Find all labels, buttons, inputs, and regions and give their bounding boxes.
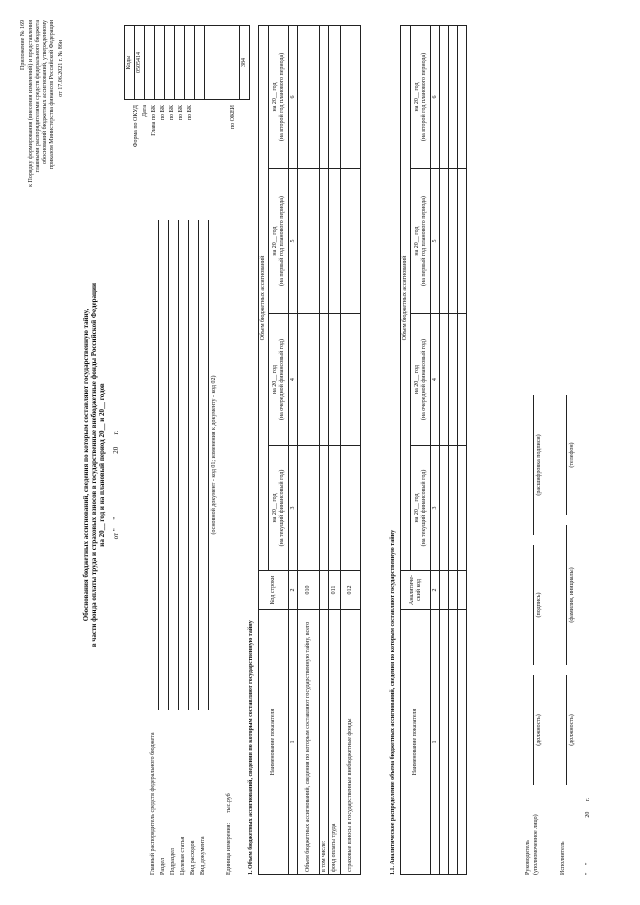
s11-num-5: 5 xyxy=(431,168,440,313)
s1-num-1: 1 xyxy=(289,610,298,875)
s11-year-4-label: на 20__ год xyxy=(413,82,420,112)
s1-col-code: Код строки xyxy=(259,571,289,610)
s1-num-3: 3 xyxy=(289,445,298,570)
s11-row-1-v2[interactable] xyxy=(440,314,449,446)
s11-year-1-label: на 20__ год xyxy=(413,493,420,523)
s11-num-4: 4 xyxy=(431,314,440,446)
s11-year-2-label: на 20__ год xyxy=(413,365,420,395)
field-label-doc: Вид документа xyxy=(200,836,206,875)
appendix-line-2: главными распорядителями средств федерального бюджета xyxy=(35,20,41,173)
s1-row-2-v2[interactable] xyxy=(320,314,329,446)
appendix-date: от 17.06.2021 г. № 86н xyxy=(58,40,64,97)
s1-num-5: 5 xyxy=(289,168,298,313)
s11-year-2-note: (на очередной финансовый год) xyxy=(420,339,427,421)
codes-label-okud: Форма по ОКУД xyxy=(133,105,139,148)
sig-line-decoding[interactable] xyxy=(533,395,534,535)
s11-num-3: 3 xyxy=(431,445,440,570)
code-date[interactable] xyxy=(145,26,155,100)
s11-col-name: Наименование показателя xyxy=(401,610,431,875)
s1-row-4-v2[interactable] xyxy=(341,314,361,446)
field-line-doc[interactable] xyxy=(208,220,209,710)
doc-hint: (основной документ - код 01; изменения к документу - код 02) xyxy=(211,375,217,535)
table-row xyxy=(341,26,361,875)
s11-row-1-v3[interactable] xyxy=(440,168,449,313)
appendix-line-3: обоснований бюджетных ассигнований, утвержденному xyxy=(42,20,48,164)
s1-year-4-label: на 20__ год xyxy=(271,82,278,112)
s1-year-1-label: на 20__ год xyxy=(271,493,278,523)
s11-row-2-v4[interactable] xyxy=(449,26,458,169)
section11-table xyxy=(400,25,467,875)
s1-num-4: 4 xyxy=(289,314,298,446)
code-glava[interactable] xyxy=(155,26,165,100)
sig-line-position[interactable] xyxy=(533,675,534,785)
s1-year-3-note: (на первый год планового периода) xyxy=(278,196,285,286)
s11-row-1-v4[interactable] xyxy=(440,26,449,169)
s11-num-2: 2 xyxy=(431,571,440,610)
s1-row-1-v2[interactable] xyxy=(298,314,320,446)
appendix-line-1: к Порядку формирования (внесения изменений) и представления xyxy=(28,20,34,187)
field-label-cs: Целевая статья xyxy=(180,836,186,875)
s11-row-3-name[interactable] xyxy=(458,610,467,875)
title-line-3: на 20__ год и на плановый период 20__ и 20__ годов xyxy=(98,383,106,547)
title-line-2: в части фонда оплаты труда и страховых взносов в государственные внебюджетные фонды Российской Федерации xyxy=(90,282,98,648)
s11-year-4-note: (на второй год планового периода) xyxy=(420,52,427,142)
unit-label: Единица измерения: xyxy=(226,822,232,875)
title-line-1: Обоснования бюджетных ассигнований, сведения по которым составляют государственную тайну, xyxy=(82,308,90,622)
s1-row-4-v3[interactable] xyxy=(341,168,361,313)
s11-row-2-v1[interactable] xyxy=(449,445,458,570)
s11-row-2-code[interactable] xyxy=(449,571,458,610)
field-label-vr: Вид расходов xyxy=(190,840,196,875)
s11-row-3-v2[interactable] xyxy=(458,314,467,446)
code-okei[interactable]: 384 xyxy=(240,26,250,100)
s1-row-4-v4[interactable] xyxy=(341,26,361,169)
s11-num-6: 6 xyxy=(431,26,440,169)
s1-row-2-v1[interactable] xyxy=(320,445,329,570)
codes-label-bk-3: по БК xyxy=(178,105,184,121)
s1-num-6: 6 xyxy=(289,26,298,169)
field-label-razdel: Раздел xyxy=(160,858,166,875)
s1-col-group: Объем бюджетных ассигнований xyxy=(259,26,269,571)
codes-label-bk-1: по БК xyxy=(160,105,166,121)
s11-row-3-v4[interactable] xyxy=(458,26,467,169)
s11-year-2 xyxy=(411,314,431,446)
field-line-podrazdel[interactable] xyxy=(178,220,179,710)
s1-row-1-name: Объем бюджетных ассигнований, сведения по которым составляют государственную тайну, всего xyxy=(298,610,320,875)
s1-year-3 xyxy=(269,168,289,313)
s1-year-2 xyxy=(269,314,289,446)
sig-date: " " 20 г. xyxy=(585,797,591,875)
s1-col-name: Наименование показателя xyxy=(259,610,289,875)
s11-year-4 xyxy=(411,26,431,169)
s1-row-3-code: 011 xyxy=(329,571,341,610)
s11-year-3-label: на 20__ год xyxy=(413,226,420,256)
s1-row-1-code: 010 xyxy=(298,571,320,610)
sig-phone-hint: (телефон) xyxy=(569,442,575,468)
s11-year-3 xyxy=(411,168,431,313)
s1-year-4 xyxy=(269,26,289,169)
codes-label-date: Дата xyxy=(142,105,148,117)
sig-position-2-hint: (должность) xyxy=(569,714,575,746)
s11-year-1-note: (на текущий финансовый год) xyxy=(420,469,427,547)
codes-label-okei: по ОКЕИ xyxy=(230,105,236,130)
sig-position-hint: (должность) xyxy=(536,714,542,746)
codes-label-glava: Глава по БК xyxy=(151,105,157,136)
s1-year-3-label: на 20__ год xyxy=(271,226,278,256)
table-row xyxy=(458,26,467,875)
sig-line-fio[interactable] xyxy=(566,525,567,665)
codes-label-bk-2: по БК xyxy=(169,105,175,121)
sig-line-signature[interactable] xyxy=(533,545,534,665)
s1-row-1-v4[interactable] xyxy=(298,26,320,169)
code-bk-1[interactable] xyxy=(165,26,175,100)
s1-year-4-note: (на второй год планового периода) xyxy=(278,52,285,142)
field-line-grbs[interactable] xyxy=(158,220,159,710)
s1-row-1-v3[interactable] xyxy=(298,168,320,313)
appendix-number: Приложение № 169 xyxy=(20,20,26,70)
s11-row-1-v1[interactable] xyxy=(440,445,449,570)
field-line-cs[interactable] xyxy=(188,220,189,710)
sig-decoding-hint: (расшифровка подписи) xyxy=(536,434,542,496)
s1-row-4-v1[interactable] xyxy=(341,445,361,570)
s1-row-2-v4[interactable] xyxy=(320,26,329,169)
s11-row-1-code[interactable] xyxy=(440,571,449,610)
s11-num-1: 1 xyxy=(431,610,440,875)
code-spacer xyxy=(205,26,240,100)
s1-row-2-code xyxy=(320,571,329,610)
table-row xyxy=(449,26,458,875)
section1-table xyxy=(258,25,361,875)
s1-year-2-label: на 20__ год xyxy=(271,365,278,395)
table-row xyxy=(440,26,449,875)
s1-row-2-name: в том числе: xyxy=(320,610,329,875)
s11-col-code: Аналитиче-ский код xyxy=(401,571,431,610)
codes-table xyxy=(124,25,250,100)
appendix-line-4: приказом Министерства финансов Российской Федерации xyxy=(49,20,55,170)
unit-value: тыс.руб xyxy=(226,793,232,813)
s1-num-2: 2 xyxy=(289,571,298,610)
s1-row-4-name: страховые взносы в государственные внебюджетные фонды xyxy=(341,610,361,875)
code-okud[interactable]: 0505414 xyxy=(135,26,145,100)
sig-signature-hint: (подпись) xyxy=(536,592,542,618)
s11-row-2-name[interactable] xyxy=(449,610,458,875)
s11-row-2-v2[interactable] xyxy=(449,314,458,446)
code-bk-3[interactable] xyxy=(185,26,195,100)
code-bk-4[interactable] xyxy=(195,26,205,100)
title-date: от " " 20 г. xyxy=(112,430,120,540)
s1-row-3-name: фонд оплаты труда xyxy=(329,610,341,875)
s1-row-3-v4[interactable] xyxy=(329,26,341,169)
s1-row-4-code: 012 xyxy=(341,571,361,610)
s11-row-3-v1[interactable] xyxy=(458,445,467,570)
sig-line-phone[interactable] xyxy=(566,395,567,515)
s1-row-1-v1[interactable] xyxy=(298,445,320,570)
s1-row-3-v3[interactable] xyxy=(329,168,341,313)
field-label-grbs: Главный распорядитель средств федерального бюджета xyxy=(150,732,156,875)
table-row xyxy=(329,26,341,875)
s11-row-1-name[interactable] xyxy=(440,610,449,875)
sig-executor-label: Исполнитель xyxy=(560,841,566,875)
field-line-vr[interactable] xyxy=(198,220,199,710)
sig-head-label: Руководитель xyxy=(525,840,531,875)
s1-row-3-v2[interactable] xyxy=(329,314,341,446)
sig-line-position-2[interactable] xyxy=(566,675,567,785)
s11-col-group: Объем бюджетных ассигнований xyxy=(401,26,411,571)
section1-title: 1. Объем бюджетных ассигнований, сведения по которым составляют государственную тайну xyxy=(248,620,254,875)
s1-year-1-note: (на текущий финансовый год) xyxy=(278,469,285,547)
sig-fio-hint: (фамилия, инициалы) xyxy=(569,567,575,623)
s11-year-3-note: (на первый год планового периода) xyxy=(420,196,427,286)
field-label-podrazdel: Подраздел xyxy=(170,848,176,875)
table-row xyxy=(298,26,320,875)
s1-year-1 xyxy=(269,445,289,570)
codes-header: Коды xyxy=(125,26,135,100)
table-row xyxy=(320,26,329,875)
sig-head-sub: (уполномоченное лицо) xyxy=(533,814,539,875)
section11-title: 1.1. Аналитическое распределение объема бюджетных ассигнований, сведения по которым составляют государственную тайну xyxy=(390,529,396,875)
s11-row-2-v3[interactable] xyxy=(449,168,458,313)
s11-row-3-v3[interactable] xyxy=(458,168,467,313)
code-bk-2[interactable] xyxy=(175,26,185,100)
s1-year-2-note: (на очередной финансовый год) xyxy=(278,339,285,421)
s1-row-3-v1[interactable] xyxy=(329,445,341,570)
s1-row-2-v3[interactable] xyxy=(320,168,329,313)
s11-year-1 xyxy=(411,445,431,570)
field-line-razdel[interactable] xyxy=(168,220,169,710)
codes-label-bk-4: по БК xyxy=(187,105,193,121)
s11-row-3-code[interactable] xyxy=(458,571,467,610)
